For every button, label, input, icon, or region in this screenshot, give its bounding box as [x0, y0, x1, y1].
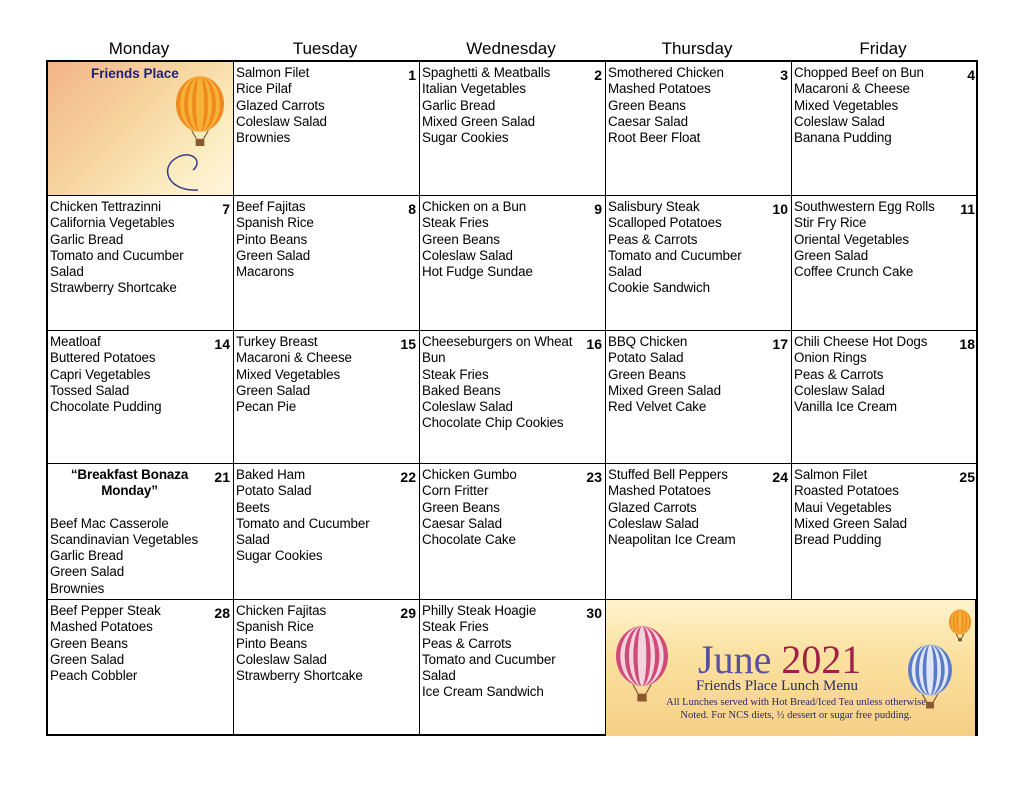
- menu-item: Green Salad: [236, 382, 311, 398]
- menu-item: Green Salad: [50, 651, 125, 667]
- menu-item: Chocolate Pudding: [50, 399, 162, 415]
- menu-item: Peas & Carrots: [422, 635, 512, 651]
- menu-item: Green Salad: [236, 247, 311, 263]
- day-cell-30: [420, 600, 606, 736]
- day-cell-18: [792, 331, 978, 464]
- menu-item: Capri Vegetables: [50, 366, 151, 382]
- menu-item: Steak Fries: [422, 366, 489, 382]
- menu-item: Coleslaw Salad: [422, 247, 513, 263]
- menu-item: Cookie Sandwich: [608, 280, 710, 296]
- menu-item: Green Salad: [794, 247, 869, 263]
- menu-item: Cheeseburgers on Wheat: [422, 334, 573, 349]
- menu-item: Mashed Potatoes: [608, 81, 711, 97]
- menu-item: Tomato and Cucumber: [236, 515, 370, 531]
- menu-item: Tomato and Cucumber: [608, 247, 742, 263]
- menu-item: Coffee Crunch Cake: [794, 264, 914, 280]
- menu-list: [422, 334, 581, 432]
- menu-item: Green Salad: [50, 564, 125, 580]
- day-header-monday: Monday: [108, 39, 170, 58]
- menu-item: Brownies: [236, 130, 291, 146]
- day-cell-2: [420, 62, 606, 196]
- banner-year: 2021: [781, 637, 862, 682]
- menu-item: Spanish Rice: [236, 215, 314, 231]
- day-number: 17: [772, 336, 788, 352]
- menu-item: Brownies: [50, 580, 105, 596]
- menu-item: Macaroni & Cheese: [794, 81, 910, 97]
- day-cell-1: [234, 62, 420, 196]
- day-number: 4: [967, 67, 975, 83]
- menu-item: Mixed Vegetables: [236, 366, 341, 382]
- day-number: 22: [400, 469, 416, 485]
- special-day-title: Monday”: [101, 483, 158, 499]
- menu-list: [236, 65, 395, 146]
- day-cell-16: [420, 331, 606, 464]
- menu-item: Ice Cream Sandwich: [422, 684, 544, 700]
- day-number: 14: [214, 336, 230, 352]
- menu-item: Roasted Potatoes: [794, 483, 899, 499]
- menu-item: Chili Cheese Hot Dogs: [794, 334, 928, 349]
- menu-item: Coleslaw Salad: [422, 399, 513, 415]
- menu-item: Beef Mac Casserole: [50, 515, 169, 531]
- menu-item: Glazed Carrots: [608, 499, 697, 515]
- menu-list: [236, 199, 395, 280]
- day-cell-21: [48, 464, 234, 600]
- menu-item: Potato Salad: [608, 350, 684, 366]
- menu-item: Chocolate Chip Cookies: [422, 415, 564, 431]
- day-cell-28: [48, 600, 234, 736]
- menu-list: [236, 603, 395, 684]
- day-cell-15: [234, 331, 420, 464]
- menu-item: Salmon Filet: [236, 65, 310, 80]
- menu-item: Baked Beans: [422, 382, 501, 398]
- menu-item: Turkey Breast: [236, 334, 318, 349]
- friends-place-title: Friends Place: [91, 66, 179, 81]
- menu-item: Salad: [50, 264, 84, 280]
- menu-item: Macarons: [236, 264, 294, 280]
- day-number: 24: [772, 469, 788, 485]
- menu-list: [608, 467, 767, 548]
- day-number: 2: [594, 67, 602, 83]
- day-number: 8: [408, 201, 416, 217]
- day-header-tuesday: Tuesday: [292, 39, 358, 58]
- menu-item: Oriental Vegetables: [794, 231, 909, 247]
- special-day-title: “Breakfast Bonaza: [70, 467, 189, 482]
- menu-item: Green Beans: [50, 635, 128, 651]
- menu-list: [608, 199, 767, 297]
- menu-item: Salmon Filet: [794, 467, 868, 482]
- day-number: 3: [780, 67, 788, 83]
- day-number: 21: [214, 469, 230, 485]
- menu-item: Tossed Salad: [50, 382, 130, 398]
- menu-item: California Vegetables: [50, 215, 175, 231]
- menu-item: Sugar Cookies: [422, 130, 509, 146]
- menu-item: Tomato and Cucumber: [422, 651, 556, 667]
- menu-item: Salad: [422, 668, 456, 684]
- menu-item: Beef Pepper Steak: [50, 603, 161, 618]
- day-cell-3: [606, 62, 792, 196]
- menu-item: Meatloaf: [50, 334, 101, 349]
- friends-place-illustration: [48, 62, 234, 196]
- banner-month-year: [698, 638, 861, 682]
- menu-item: Chicken Fajitas: [236, 603, 327, 618]
- friends-place-art-cell: [48, 62, 234, 196]
- menu-item: Salisbury Steak: [608, 199, 700, 214]
- menu-item: Pinto Beans: [236, 231, 308, 247]
- menu-item: Stuffed Bell Peppers: [608, 467, 728, 482]
- day-number: 28: [214, 605, 230, 621]
- menu-item: Pinto Beans: [236, 635, 308, 651]
- menu-item: Peas & Carrots: [794, 366, 884, 382]
- menu-list: [236, 467, 395, 565]
- menu-item: Chocolate Cake: [422, 532, 516, 548]
- menu-item: Onion Rings: [794, 350, 867, 366]
- menu-item: Green Beans: [608, 366, 686, 382]
- day-number: 23: [586, 469, 602, 485]
- day-cell-10: [606, 196, 792, 331]
- menu-item: Rice Pilaf: [236, 81, 292, 97]
- menu-item: Green Beans: [422, 499, 500, 515]
- banner-title: Friends Place Lunch Menu: [696, 678, 859, 694]
- menu-item: Scandinavian Vegetables: [50, 531, 199, 547]
- menu-item: Mashed Potatoes: [50, 619, 153, 635]
- menu-item: Green Beans: [422, 231, 500, 247]
- menu-item: Garlic Bread: [422, 97, 496, 113]
- menu-list: [236, 334, 395, 415]
- menu-list: [50, 467, 209, 597]
- menu-item: Coleslaw Salad: [236, 651, 327, 667]
- menu-list: [608, 65, 767, 146]
- menu-item: Sugar Cookies: [236, 548, 323, 564]
- menu-item: Green Beans: [608, 97, 686, 113]
- banner-note-line: All Lunches served with Hot Bread/Iced Tea unless otherwise: [666, 697, 926, 708]
- day-cell-11: [792, 196, 978, 331]
- menu-list: [608, 334, 767, 415]
- menu-list: [794, 65, 954, 146]
- menu-item: Glazed Carrots: [236, 97, 325, 113]
- menu-item: Tomato and Cucumber: [50, 247, 184, 263]
- menu-item: Strawberry Shortcake: [50, 280, 177, 296]
- day-headers: [46, 38, 978, 60]
- menu-item: Mixed Vegetables: [794, 97, 899, 113]
- menu-item: Chicken Gumbo: [422, 467, 517, 482]
- menu-list: [422, 199, 581, 280]
- menu-item: Mixed Green Salad: [422, 113, 535, 129]
- menu-item: Macaroni & Cheese: [236, 350, 352, 366]
- day-number: 10: [772, 201, 788, 217]
- day-cell-9: [420, 196, 606, 331]
- day-number: 25: [959, 469, 975, 485]
- calendar-grid: [46, 60, 978, 736]
- menu-item: Salad: [608, 264, 642, 280]
- menu-item: Scalloped Potatoes: [608, 215, 722, 231]
- menu-item: Peas & Carrots: [608, 231, 698, 247]
- menu-item: Chicken on a Bun: [422, 199, 527, 214]
- menu-item: Mixed Green Salad: [608, 382, 721, 398]
- menu-list: [794, 467, 954, 548]
- menu-item: Red Velvet Cake: [608, 399, 707, 415]
- day-number: 11: [960, 201, 975, 217]
- menu-item: Salad: [236, 532, 270, 548]
- day-number: 1: [408, 67, 416, 83]
- menu-item: Root Beer Float: [608, 130, 701, 146]
- hot-air-balloon-icon: [176, 76, 224, 146]
- menu-item: Potato Salad: [236, 483, 312, 499]
- menu-item: Chicken Tettrazinni: [50, 199, 161, 214]
- day-cell-25: [792, 464, 978, 600]
- menu-item: Smothered Chicken: [608, 65, 724, 80]
- menu-list: [50, 603, 209, 684]
- menu-item: Maui Vegetables: [794, 499, 892, 515]
- menu-list: [794, 334, 954, 415]
- banner-note-line: Noted. For NCS diets, ½ dessert or sugar free pudding.: [680, 710, 912, 721]
- menu-item: Hot Fudge Sundae: [422, 264, 533, 280]
- day-cell-14: [48, 331, 234, 464]
- menu-item: Garlic Bread: [50, 548, 124, 564]
- menu-list: [50, 199, 209, 297]
- menu-item: Corn Fritter: [422, 483, 489, 499]
- menu-item: Banana Pudding: [794, 130, 892, 146]
- menu-item: Mixed Green Salad: [794, 515, 907, 531]
- menu-item: Pecan Pie: [236, 399, 297, 415]
- menu-item: Coleslaw Salad: [236, 113, 327, 129]
- menu-item: Steak Fries: [422, 215, 489, 231]
- menu-item: Beef Fajitas: [236, 199, 306, 214]
- day-number: 29: [400, 605, 416, 621]
- day-header-friday: Friday: [859, 39, 907, 58]
- day-cell-4: [792, 62, 978, 196]
- menu-list: [422, 65, 581, 146]
- menu-item: Stir Fry Rice: [794, 215, 867, 231]
- day-number: 18: [959, 336, 975, 352]
- menu-item: BBQ Chicken: [608, 334, 688, 349]
- day-cell-8: [234, 196, 420, 331]
- menu-item: Beets: [236, 499, 270, 515]
- menu-item: Italian Vegetables: [422, 81, 526, 97]
- day-cell-29: [234, 600, 420, 736]
- pink-balloon-icon: [616, 626, 668, 701]
- menu-list: [422, 467, 581, 548]
- day-cell-24: [606, 464, 792, 600]
- menu-item: Mashed Potatoes: [608, 483, 711, 499]
- menu-list: [50, 334, 209, 415]
- menu-item: Strawberry Shortcake: [236, 668, 363, 684]
- menu-item: Neapolitan Ice Cream: [608, 532, 736, 548]
- menu-list: [422, 603, 581, 701]
- swirl-decoration: [168, 155, 198, 190]
- menu-item: Vanilla Ice Cream: [794, 399, 897, 415]
- day-header-wednesday: Wednesday: [466, 39, 556, 58]
- menu-item: Steak Fries: [422, 619, 489, 635]
- menu-item: Chopped Beef on Bun: [794, 65, 924, 80]
- banner-month: June: [698, 637, 772, 682]
- menu-item: Peach Cobbler: [50, 668, 138, 684]
- menu-item: Coleslaw Salad: [608, 515, 699, 531]
- day-cell-22: [234, 464, 420, 600]
- menu-item: Bun: [422, 350, 446, 366]
- menu-item: Spaghetti & Meatballs: [422, 65, 551, 80]
- day-number: 30: [586, 605, 602, 621]
- menu-item: Garlic Bread: [50, 231, 124, 247]
- menu-item: Caesar Salad: [608, 113, 688, 129]
- day-cell-23: [420, 464, 606, 600]
- june-2021-banner: [606, 600, 976, 736]
- day-number: 16: [586, 336, 602, 352]
- menu-item: Bread Pudding: [794, 532, 882, 548]
- menu-item: Southwestern Egg Rolls: [794, 199, 935, 214]
- banner-note: [646, 696, 946, 722]
- day-number: 7: [222, 201, 230, 217]
- small-orange-balloon-icon: [949, 609, 971, 641]
- menu-item: Baked Ham: [236, 467, 306, 482]
- menu-list: [794, 199, 954, 280]
- menu-item: Buttered Potatoes: [50, 350, 156, 366]
- day-header-thursday: Thursday: [661, 39, 733, 58]
- menu-item: Spanish Rice: [236, 619, 314, 635]
- menu-item: Caesar Salad: [422, 515, 502, 531]
- day-number: 15: [400, 336, 416, 352]
- day-number: 9: [594, 201, 602, 217]
- menu-item: Coleslaw Salad: [794, 382, 885, 398]
- day-cell-7: [48, 196, 234, 331]
- menu-item: Coleslaw Salad: [794, 113, 885, 129]
- day-cell-17: [606, 331, 792, 464]
- menu-item: Philly Steak Hoagie: [422, 603, 537, 618]
